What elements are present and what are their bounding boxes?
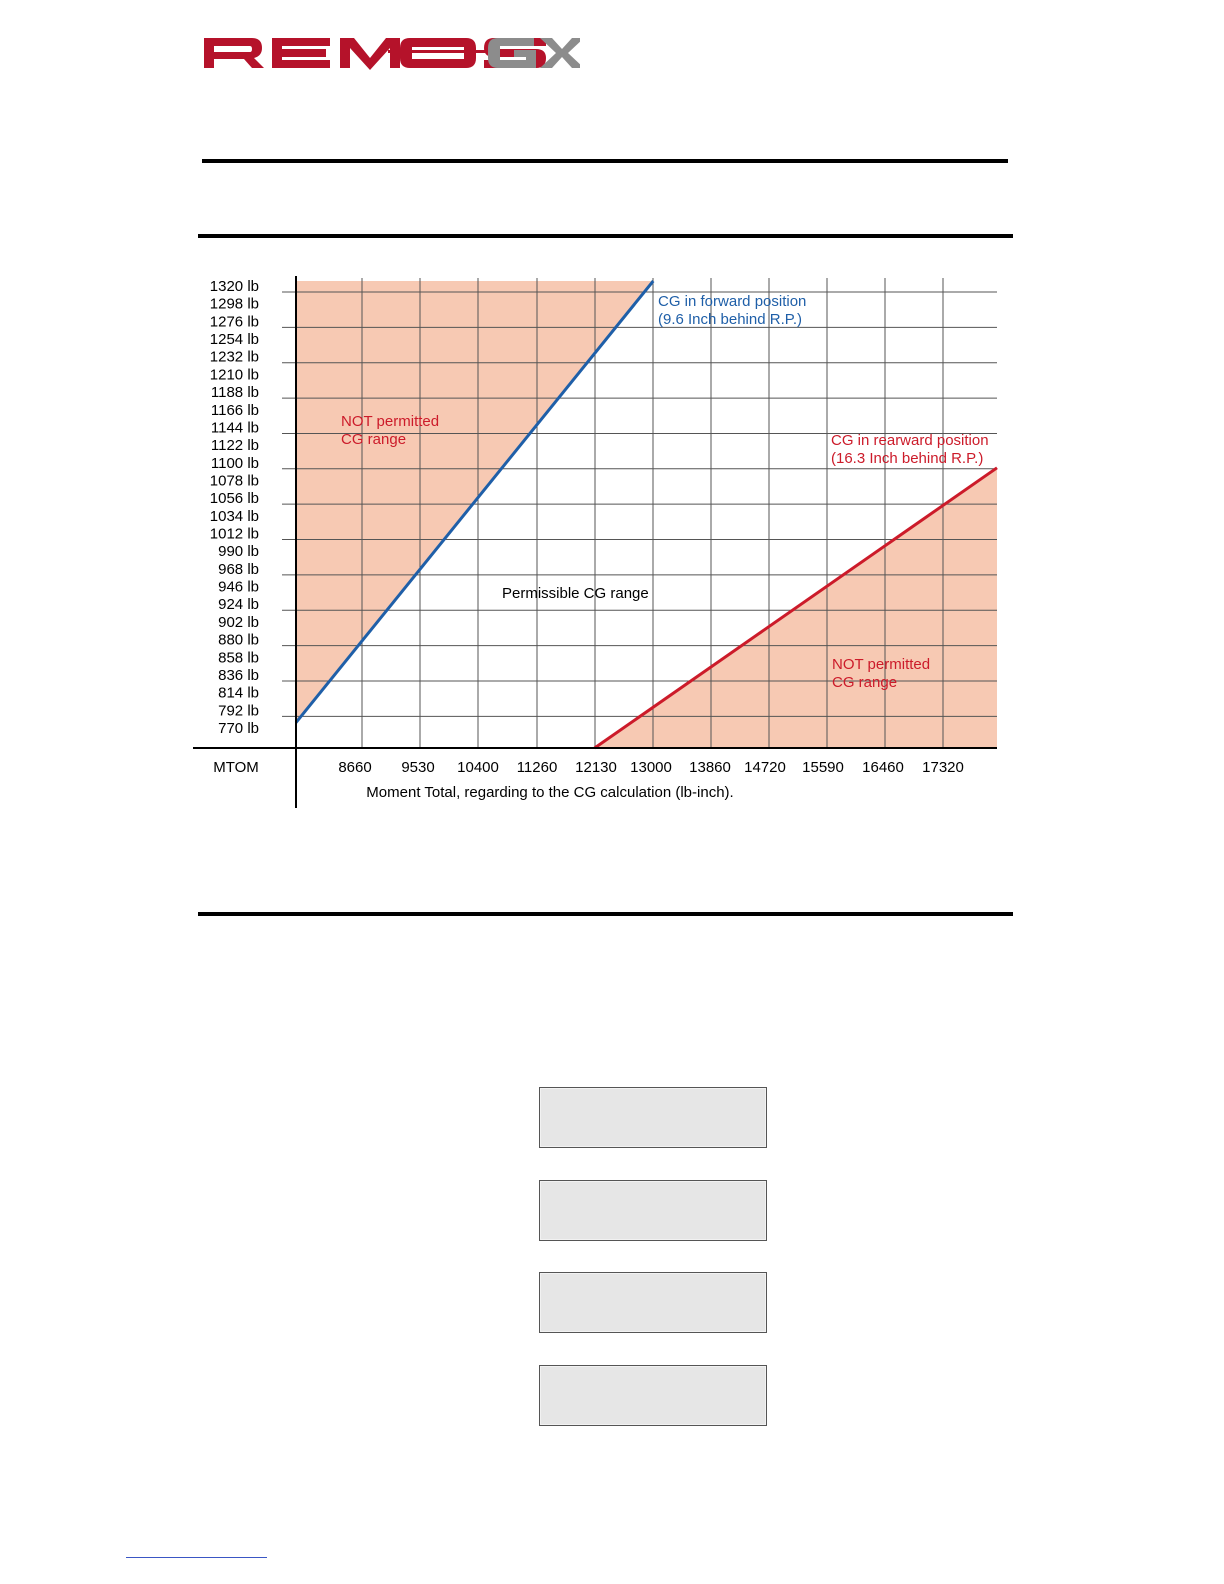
y-tick-label: 1122 lb (210, 437, 259, 455)
y-tick-label: 792 lb (218, 702, 259, 720)
y-tick-label: 880 lb (218, 631, 259, 649)
y-tick-label: 1144 lb (210, 419, 259, 437)
y-tick-label: 1232 lb (209, 348, 259, 366)
x-tick-labels (338, 759, 964, 776)
series-label-forward: (9.6 Inch behind R.P.) (658, 311, 802, 328)
region-label-not-permitted-right: NOT permitted (832, 656, 931, 673)
y-tick-label: 902 lb (218, 613, 259, 631)
x-tick-label: 9530 (401, 759, 435, 776)
series-label-rearward: (16.3 Inch behind R.P.) (831, 450, 984, 467)
y-tick-label: 924 lb (218, 596, 259, 614)
x-axis-title: Moment Total, regarding to the CG calculation (lb-inch). (366, 784, 734, 801)
region-label-not-permitted-right: CG range (832, 674, 898, 691)
footer-link-underline (126, 1557, 267, 1558)
y-tick-label: 1166 lb (210, 401, 259, 419)
y-tick-label: 1188 lb (210, 384, 259, 402)
y-tick-label: 1078 lb (209, 472, 259, 490)
y-tick-label: 1298 lb (209, 295, 259, 313)
y-tick-label: 836 lb (218, 666, 259, 684)
x-tick-label: 17320 (922, 759, 964, 776)
form-field-4[interactable] (539, 1365, 767, 1426)
x-tick-label: 16460 (862, 759, 904, 776)
x-tick-label: 10400 (457, 759, 499, 776)
y-tick-label: 770 lb (218, 720, 259, 737)
x-tick-label: 13860 (689, 759, 731, 776)
y-tick-labels (210, 278, 259, 737)
region-label-not-permitted-left: CG range (341, 431, 407, 448)
y-tick-label: 990 lb (218, 543, 259, 561)
x-tick-label: 12130 (575, 759, 617, 776)
y-axis-title: MTOM (213, 759, 259, 776)
x-tick-label: 13000 (630, 759, 672, 776)
y-tick-label: 1012 lb (209, 525, 259, 543)
y-tick-label: 1034 lb (209, 507, 259, 525)
form-field-3[interactable] (539, 1272, 767, 1333)
y-tick-label: 814 lb (218, 684, 259, 702)
y-tick-label: 1254 lb (209, 331, 259, 349)
region-label-permissible: Permissible CG range (502, 585, 649, 602)
x-tick-label: 8660 (338, 759, 372, 776)
series-label-forward: CG in forward position (658, 293, 807, 310)
form-field-2[interactable] (539, 1180, 767, 1241)
y-tick-label: 1210 lb (209, 366, 259, 384)
y-tick-label: 858 lb (218, 649, 259, 667)
y-tick-label: 1100 lb (210, 454, 259, 472)
y-tick-label: 1320 lb (209, 278, 259, 295)
x-tick-label: 14720 (744, 759, 786, 776)
y-tick-label: 1276 lb (209, 313, 259, 331)
x-tick-label: 15590 (802, 759, 844, 776)
form-field-1[interactable] (539, 1087, 767, 1148)
series-label-rearward: CG in rearward position (831, 432, 989, 449)
region-label-not-permitted-left: NOT permitted (341, 413, 440, 430)
y-tick-label: 1056 lb (209, 490, 259, 508)
y-tick-label: 946 lb (218, 578, 259, 596)
chart-bottom-rule (198, 912, 1013, 916)
y-tick-label: 968 lb (218, 560, 259, 578)
x-tick-label: 11260 (516, 759, 558, 776)
